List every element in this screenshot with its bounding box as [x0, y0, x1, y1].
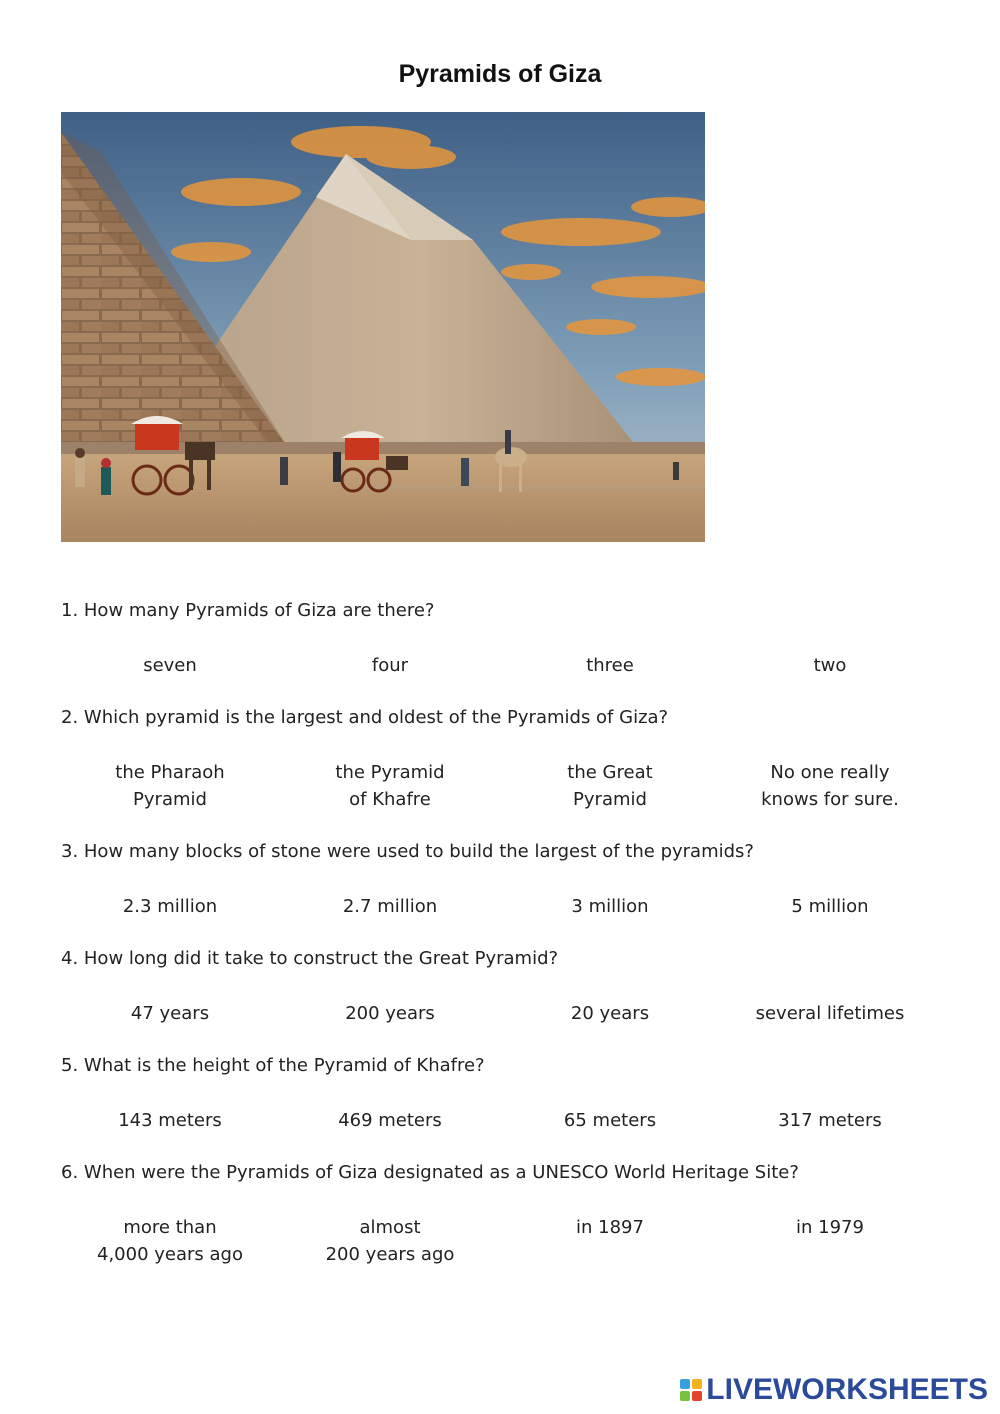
answer-option[interactable]: 2.7 million — [342, 896, 438, 917]
answer-option[interactable]: in 1897 — [576, 1217, 644, 1238]
answer-option[interactable]: 317 meters — [778, 1110, 882, 1131]
question-2: 2. Which pyramid is the largest and oldest of the Pyramids of Giza? — [61, 707, 669, 728]
answer-row-5 — [60, 1107, 940, 1167]
answer-option[interactable]: the Great Pyramid — [567, 762, 653, 810]
question-3: 3. How many blocks of stone were used to build the largest of the pyramids? — [61, 841, 754, 862]
answer-option[interactable]: 20 years — [570, 1003, 650, 1024]
answer-row-1 — [60, 652, 940, 712]
page-title: Pyramids of Giza — [398, 60, 602, 88]
answer-option[interactable]: in 1979 — [796, 1217, 864, 1238]
question-5: 5. What is the height of the Pyramid of Khafre? — [61, 1055, 485, 1076]
answer-option[interactable]: two — [813, 655, 847, 676]
answer-option[interactable]: the Pyramid of Khafre — [335, 762, 445, 810]
answer-option[interactable]: four — [371, 655, 409, 676]
answer-option[interactable]: 5 million — [791, 896, 869, 917]
logo-text: LIVEWORKSHEETS — [706, 1373, 988, 1406]
logo-tile — [680, 1379, 690, 1389]
answer-option[interactable]: 200 years — [345, 1003, 435, 1024]
answer-option[interactable]: 47 years — [130, 1003, 210, 1024]
answer-row-2 — [60, 759, 940, 819]
answer-option[interactable]: 469 meters — [338, 1110, 442, 1131]
answer-row-4 — [60, 1000, 940, 1060]
logo-tile — [680, 1391, 690, 1401]
pyramids-photo — [61, 112, 705, 542]
answer-option[interactable]: 2.3 million — [122, 896, 218, 917]
answer-option[interactable]: more than 4,000 years ago — [97, 1217, 243, 1265]
answer-option[interactable]: several lifetimes — [755, 1003, 905, 1024]
answer-option[interactable]: 65 meters — [563, 1110, 657, 1131]
answer-option[interactable]: seven — [143, 655, 197, 676]
question-6: 6. When were the Pyramids of Giza designated as a UNESCO World Heritage Site? — [61, 1162, 799, 1183]
question-4: 4. How long did it take to construct the Great Pyramid? — [61, 948, 559, 969]
answer-option[interactable]: 3 million — [571, 896, 649, 917]
answer-option[interactable]: No one really knows for sure. — [761, 762, 899, 810]
answer-option[interactable]: the Pharaoh Pyramid — [115, 762, 225, 810]
logo-tile — [692, 1391, 702, 1401]
logo-tile — [692, 1379, 702, 1389]
pyramids-illustration — [61, 112, 705, 542]
answer-option[interactable]: three — [586, 655, 634, 676]
question-1: 1. How many Pyramids of Giza are there? — [61, 600, 435, 621]
liveworksheets-logo[interactable] — [680, 1372, 988, 1408]
answer-option[interactable]: 143 meters — [118, 1110, 222, 1131]
answer-row-6 — [60, 1214, 940, 1274]
answer-row-3 — [60, 893, 940, 953]
answer-option[interactable]: almost 200 years ago — [325, 1217, 455, 1265]
logo-mark-icon — [680, 1379, 702, 1401]
